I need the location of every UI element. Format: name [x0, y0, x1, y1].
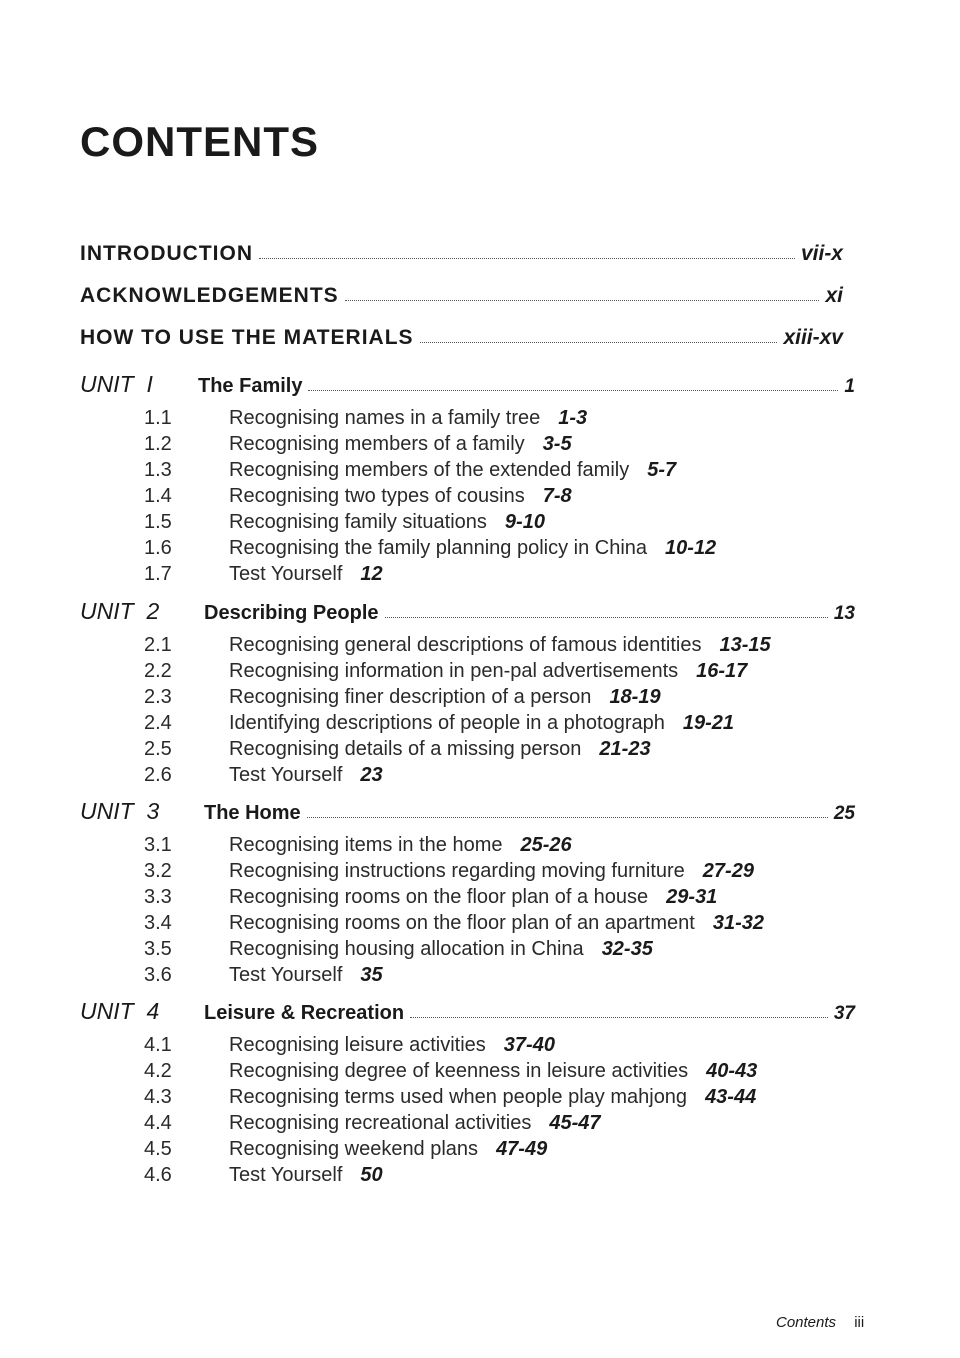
lesson-3-2[interactable]	[144, 860, 754, 883]
unit-1-header[interactable]	[80, 371, 855, 398]
lesson-4-4[interactable]	[144, 1112, 601, 1135]
lesson-3-5[interactable]	[144, 938, 653, 961]
lesson-number: 4.6	[144, 1164, 172, 1186]
lesson-title: Recognising details of a missing person	[229, 738, 582, 760]
dot-leader	[308, 389, 838, 391]
lesson-title: Recognising names in a family tree	[229, 407, 541, 429]
lesson-pages: 7-8	[542, 485, 572, 507]
unit-title: The Family	[198, 375, 303, 397]
page-footer	[776, 1314, 864, 1331]
lesson-pages: 1-3	[558, 407, 588, 429]
toc-entry-title: ACKNOWLEDGEMENTS	[80, 284, 339, 307]
unit-title: Describing People	[204, 602, 379, 624]
lesson-number: 4.1	[144, 1034, 172, 1056]
lesson-pages: 16-17	[696, 660, 748, 682]
lesson-3-3[interactable]	[144, 886, 717, 909]
lesson-title: Recognising finer description of a person	[229, 686, 592, 708]
unit-label: UNIT 4	[80, 998, 160, 1024]
lesson-1-4[interactable]	[144, 485, 572, 508]
lesson-4-5[interactable]	[144, 1138, 547, 1161]
lesson-4-1[interactable]	[144, 1034, 555, 1057]
dot-leader	[420, 341, 778, 343]
toc-entry-acknowledgements[interactable]	[80, 284, 843, 308]
lesson-pages: 27-29	[702, 860, 754, 882]
lesson-number: 1.1	[144, 407, 172, 429]
lesson-pages: 5-7	[647, 459, 677, 481]
lesson-number: 1.2	[144, 433, 172, 455]
lesson-number: 3.1	[144, 834, 172, 856]
lesson-number: 4.5	[144, 1138, 172, 1160]
lesson-title: Recognising degree of keenness in leisure activities	[229, 1060, 689, 1082]
page-number: iii	[854, 1314, 865, 1331]
unit-4-header[interactable]	[80, 998, 855, 1025]
lesson-title: Recognising items in the home	[229, 834, 503, 856]
lesson-title: Test Yourself	[229, 1164, 343, 1186]
lesson-4-3[interactable]	[144, 1086, 756, 1109]
lesson-number: 2.4	[144, 712, 172, 734]
dot-leader	[307, 816, 828, 818]
lesson-number: 3.6	[144, 964, 172, 986]
lesson-2-1[interactable]	[144, 634, 771, 657]
lesson-title: Recognising the family planning policy in China	[229, 537, 648, 559]
unit-page: 37	[833, 1003, 855, 1024]
lesson-2-6[interactable]	[144, 764, 383, 787]
lesson-pages: 47-49	[496, 1138, 548, 1160]
lesson-number: 2.3	[144, 686, 172, 708]
lesson-title: Recognising leisure activities	[229, 1034, 486, 1056]
lesson-1-2[interactable]	[144, 433, 572, 456]
lesson-pages: 3-5	[542, 433, 572, 455]
lesson-title: Identifying descriptions of people in a photograph	[229, 712, 665, 734]
lesson-4-2[interactable]	[144, 1060, 757, 1083]
lesson-2-4[interactable]	[144, 712, 734, 735]
lesson-title: Recognising general descriptions of famous identities	[229, 634, 702, 656]
toc-entry-pages: vii-x	[800, 242, 843, 265]
dot-leader	[259, 257, 795, 259]
lesson-pages: 10-12	[665, 537, 717, 559]
dot-leader	[410, 1016, 828, 1018]
lesson-pages: 18-19	[609, 686, 661, 708]
unit-label: UNIT I	[80, 371, 153, 397]
lesson-title: Recognising instructions regarding moving furniture	[229, 860, 685, 882]
lesson-pages: 19-21	[682, 712, 735, 734]
lesson-2-3[interactable]	[144, 686, 661, 709]
toc-entry-pages: xiii-xv	[783, 326, 843, 349]
lesson-pages: 25-26	[520, 834, 572, 856]
unit-page: 25	[833, 803, 855, 824]
lesson-number: 1.3	[144, 459, 172, 481]
lesson-pages: 45-47	[549, 1112, 601, 1134]
unit-2-header[interactable]	[80, 598, 855, 625]
lesson-3-4[interactable]	[144, 912, 764, 935]
lesson-number: 3.5	[144, 938, 172, 960]
lesson-title: Recognising rooms on the floor plan of an apartment	[229, 912, 695, 934]
lesson-number: 3.2	[144, 860, 172, 882]
footer-label: Contents	[776, 1314, 837, 1331]
lesson-pages: 43-44	[705, 1086, 757, 1108]
lesson-title: Recognising information in pen-pal advertisements	[229, 660, 679, 682]
unit-label: UNIT 3	[80, 798, 160, 824]
lesson-pages: 13-15	[719, 634, 771, 656]
lesson-pages: 9-10	[504, 511, 545, 533]
lesson-pages: 21-23	[599, 738, 651, 760]
unit-label: UNIT 2	[80, 598, 160, 624]
dot-leader	[345, 299, 820, 301]
lesson-number: 3.3	[144, 886, 172, 908]
page-title: CONTENTS	[80, 118, 319, 165]
lesson-3-6[interactable]	[144, 964, 383, 987]
toc-entry-how-to-use[interactable]	[80, 326, 843, 350]
lesson-pages: 29-31	[666, 886, 718, 908]
dot-leader	[385, 616, 828, 618]
lesson-pages: 32-35	[601, 938, 653, 960]
lesson-number: 2.6	[144, 764, 172, 786]
lesson-number: 3.4	[144, 912, 172, 934]
lesson-number: 1.5	[144, 511, 172, 533]
unit-title: The Home	[204, 802, 301, 824]
lesson-1-7[interactable]	[144, 563, 383, 586]
lesson-number: 4.4	[144, 1112, 172, 1134]
toc-entry-title: INTRODUCTION	[80, 242, 253, 265]
lesson-number: 2.1	[144, 634, 172, 656]
lesson-number: 1.4	[144, 485, 172, 507]
lesson-pages: 37-40	[503, 1034, 555, 1056]
lesson-1-3[interactable]	[144, 459, 676, 482]
lesson-pages: 31-32	[712, 912, 764, 934]
unit-page: 1	[844, 376, 855, 397]
toc-entry-pages: xi	[825, 284, 843, 307]
lesson-2-2[interactable]	[144, 660, 747, 683]
lesson-title: Recognising two types of cousins	[229, 485, 525, 507]
lesson-number: 4.3	[144, 1086, 172, 1108]
lesson-pages: 35	[360, 964, 383, 986]
lesson-title: Test Yourself	[229, 563, 343, 585]
lesson-pages: 23	[360, 764, 383, 786]
lesson-title: Test Yourself	[229, 764, 343, 786]
toc-entry-title: HOW TO USE THE MATERIALS	[80, 326, 414, 349]
lesson-pages: 40-43	[706, 1060, 758, 1082]
lesson-1-6[interactable]	[144, 537, 716, 560]
lesson-number: 4.2	[144, 1060, 172, 1082]
lesson-1-1[interactable]	[144, 407, 587, 430]
unit-title: Leisure & Recreation	[204, 1002, 405, 1024]
lesson-2-5[interactable]	[144, 738, 651, 761]
lesson-number: 2.5	[144, 738, 172, 760]
lesson-title: Recognising weekend plans	[229, 1138, 479, 1160]
lesson-pages: 50	[360, 1164, 383, 1186]
lesson-title: Recognising housing allocation in China	[229, 938, 584, 960]
lesson-number: 1.6	[144, 537, 172, 559]
unit-page: 13	[833, 603, 855, 624]
lesson-title: Recognising terms used when people play mahjong	[229, 1086, 688, 1108]
lesson-number: 2.2	[144, 660, 172, 682]
lesson-number: 1.7	[144, 563, 172, 585]
lesson-pages: 12	[360, 563, 383, 585]
lesson-title: Recognising members of a family	[229, 433, 525, 455]
lesson-title: Recognising rooms on the floor plan of a house	[229, 886, 649, 908]
lesson-4-6[interactable]	[144, 1164, 383, 1187]
lesson-title: Test Yourself	[229, 964, 343, 986]
unit-3-header[interactable]	[80, 798, 855, 825]
toc-entry-introduction[interactable]	[80, 242, 843, 266]
lesson-title: Recognising recreational activities	[229, 1112, 532, 1134]
lesson-title: Recognising members of the extended family	[229, 459, 630, 481]
lesson-1-5[interactable]	[144, 511, 545, 534]
lesson-3-1[interactable]	[144, 834, 572, 857]
lesson-title: Recognising family situations	[229, 511, 487, 533]
